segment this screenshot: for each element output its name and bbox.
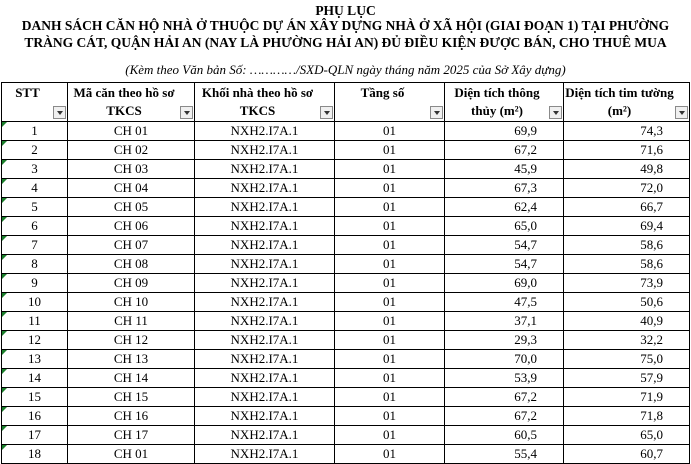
building-block-cell[interactable]: NXH2.I7A.1 xyxy=(195,331,335,350)
table-row xyxy=(2,179,690,198)
apartment-code-cell[interactable]: CH 06 xyxy=(68,217,195,236)
table-row xyxy=(2,350,690,369)
building-block-cell[interactable]: NXH2.I7A.1 xyxy=(195,445,335,464)
table-row xyxy=(2,160,690,179)
wall-center-area-cell[interactable]: 65,0 xyxy=(564,426,690,445)
cell-warning-indicator-icon xyxy=(2,179,7,184)
wall-center-area-cell[interactable]: 50,6 xyxy=(564,293,690,312)
filter-dropdown-icon[interactable] xyxy=(430,106,443,119)
wall-center-area-cell[interactable]: 75,0 xyxy=(564,350,690,369)
clear-area-cell[interactable]: 54,7 xyxy=(445,236,564,255)
table-row xyxy=(2,407,690,426)
wall-center-area-cell[interactable]: 58,6 xyxy=(564,236,690,255)
table-row xyxy=(2,445,690,464)
wall-center-area-cell[interactable]: 49,8 xyxy=(564,160,690,179)
floor-cell[interactable]: 01 xyxy=(335,331,445,350)
cell-warning-indicator-icon xyxy=(2,407,7,412)
wall-center-area-cell[interactable]: 74,3 xyxy=(564,122,690,141)
stt-cell[interactable]: 8 xyxy=(2,255,68,274)
document-subtitle: (Kèm theo Văn bản Số: …………/SXD-QLN ngày tháng năm 2025 của Sở Xây dựng) xyxy=(125,62,566,77)
wall-center-area-cell[interactable]: 69,4 xyxy=(564,217,690,236)
apartment-code-cell[interactable]: CH 07 xyxy=(68,236,195,255)
floor-cell[interactable]: 01 xyxy=(335,217,445,236)
building-block-cell[interactable]: NXH2.I7A.1 xyxy=(195,312,335,331)
stt-cell[interactable]: 15 xyxy=(2,388,68,407)
cell-warning-indicator-icon xyxy=(2,350,7,355)
apartment-code-cell[interactable]: CH 16 xyxy=(68,407,195,426)
clear-area-cell[interactable]: 54,7 xyxy=(445,255,564,274)
clear-area-cell[interactable]: 62,4 xyxy=(445,198,564,217)
stt-cell[interactable]: 17 xyxy=(2,426,68,445)
clear-area-cell[interactable]: 65,0 xyxy=(445,217,564,236)
stt-cell[interactable]: 13 xyxy=(2,350,68,369)
wall-center-area-cell[interactable]: 71,6 xyxy=(564,141,690,160)
apartment-code-cell[interactable]: CH 08 xyxy=(68,255,195,274)
table-row xyxy=(2,141,690,160)
cell-warning-indicator-icon xyxy=(2,426,7,431)
cell-warning-indicator-icon xyxy=(2,369,7,374)
wall-center-area-cell[interactable]: 60,7 xyxy=(564,445,690,464)
filter-dropdown-icon[interactable] xyxy=(549,106,562,119)
building-block-cell[interactable]: NXH2.I7A.1 xyxy=(195,217,335,236)
floor-cell[interactable]: 01 xyxy=(335,445,445,464)
building-block-cell[interactable]: NXH2.I7A.1 xyxy=(195,369,335,388)
table-row xyxy=(2,369,690,388)
apartment-code-cell[interactable]: CH 15 xyxy=(68,388,195,407)
building-block-cell[interactable]: NXH2.I7A.1 xyxy=(195,274,335,293)
table-row xyxy=(2,122,690,141)
stt-cell[interactable]: 14 xyxy=(2,369,68,388)
table-row xyxy=(2,217,690,236)
stt-cell[interactable]: 12 xyxy=(2,331,68,350)
building-block-cell[interactable]: NXH2.I7A.1 xyxy=(195,388,335,407)
stt-cell[interactable]: 1 xyxy=(2,122,68,141)
cell-warning-indicator-icon xyxy=(2,217,7,222)
cell-warning-indicator-icon xyxy=(2,388,7,393)
floor-cell[interactable]: 01 xyxy=(335,350,445,369)
floor-cell[interactable]: 01 xyxy=(335,122,445,141)
column-header-clear-area: Diện tích thông thủy (m²) xyxy=(445,83,564,122)
table-row xyxy=(2,274,690,293)
cell-warning-indicator-icon xyxy=(2,236,7,241)
column-header-stt xyxy=(2,83,68,122)
table-row xyxy=(2,236,690,255)
filter-dropdown-icon[interactable] xyxy=(320,106,333,119)
apartment-code-cell[interactable]: CH 04 xyxy=(68,179,195,198)
floor-cell[interactable]: 01 xyxy=(335,274,445,293)
cell-warning-indicator-icon xyxy=(2,293,7,298)
floor-cell[interactable]: 01 xyxy=(335,293,445,312)
wall-center-area-cell[interactable]: 71,8 xyxy=(564,407,690,426)
wall-center-area-cell[interactable]: 71,9 xyxy=(564,388,690,407)
building-block-cell[interactable]: NXH2.I7A.1 xyxy=(195,350,335,369)
floor-cell[interactable]: 01 xyxy=(335,369,445,388)
cell-warning-indicator-icon xyxy=(2,198,7,203)
apartment-code-cell[interactable]: CH 09 xyxy=(68,274,195,293)
stt-cell[interactable]: 7 xyxy=(2,236,68,255)
clear-area-cell[interactable]: 67,2 xyxy=(445,141,564,160)
filter-dropdown-icon[interactable] xyxy=(675,106,688,119)
wall-center-area-cell[interactable]: 72,0 xyxy=(564,179,690,198)
apartment-code-cell[interactable]: CH 01 xyxy=(68,445,195,464)
clear-area-cell[interactable]: 60,5 xyxy=(445,426,564,445)
cell-warning-indicator-icon xyxy=(2,160,7,165)
building-block-cell[interactable]: NXH2.I7A.1 xyxy=(195,293,335,312)
cell-warning-indicator-icon xyxy=(2,331,7,336)
wall-center-area-cell[interactable]: 58,6 xyxy=(564,255,690,274)
cell-warning-indicator-icon xyxy=(2,122,7,127)
stt-cell[interactable]: 4 xyxy=(2,179,68,198)
appendix-title: PHỤ LỤC xyxy=(315,3,376,18)
stt-cell[interactable]: 5 xyxy=(2,198,68,217)
cell-warning-indicator-icon xyxy=(2,141,7,146)
cell-warning-indicator-icon xyxy=(2,274,7,279)
table-row xyxy=(2,255,690,274)
table-header-row xyxy=(2,83,690,122)
table-row xyxy=(2,426,690,445)
apartment-code-cell[interactable]: CH 10 xyxy=(68,293,195,312)
floor-cell[interactable]: 01 xyxy=(335,312,445,331)
apartment-code-cell[interactable]: CH 17 xyxy=(68,426,195,445)
clear-area-cell[interactable]: 67,3 xyxy=(445,179,564,198)
wall-center-area-cell[interactable]: 57,9 xyxy=(564,369,690,388)
clear-area-cell[interactable]: 47,5 xyxy=(445,293,564,312)
stt-cell[interactable]: 16 xyxy=(2,407,68,426)
floor-cell[interactable]: 01 xyxy=(335,198,445,217)
building-block-cell[interactable]: NXH2.I7A.1 xyxy=(195,236,335,255)
building-block-cell[interactable]: NXH2.I7A.1 xyxy=(195,179,335,198)
table-row xyxy=(2,388,690,407)
floor-cell[interactable]: 01 xyxy=(335,407,445,426)
clear-area-cell[interactable]: 69,9 xyxy=(445,122,564,141)
clear-area-cell[interactable]: 70,0 xyxy=(445,350,564,369)
column-header-floor: Tầng số xyxy=(335,83,445,122)
floor-cell[interactable]: 01 xyxy=(335,426,445,445)
column-header-stt-label: STT xyxy=(15,85,40,100)
floor-cell[interactable]: 01 xyxy=(335,179,445,198)
cell-warning-indicator-icon xyxy=(2,445,7,450)
floor-cell[interactable]: 01 xyxy=(335,236,445,255)
apartment-code-cell[interactable]: CH 13 xyxy=(68,350,195,369)
clear-area-cell[interactable]: 55,4 xyxy=(445,445,564,464)
column-header-building-block: Khối nhà theo hồ sơ TKCS xyxy=(195,83,335,122)
stt-cell[interactable]: 6 xyxy=(2,217,68,236)
wall-center-area-cell[interactable]: 73,9 xyxy=(564,274,690,293)
filter-dropdown-icon[interactable] xyxy=(53,106,66,119)
stt-cell[interactable]: 3 xyxy=(2,160,68,179)
wall-center-area-cell[interactable]: 66,7 xyxy=(564,198,690,217)
apartment-table xyxy=(1,82,690,464)
stt-cell[interactable]: 10 xyxy=(2,293,68,312)
table-row xyxy=(2,293,690,312)
wall-center-area-cell[interactable]: 32,2 xyxy=(564,331,690,350)
clear-area-cell[interactable]: 37,1 xyxy=(445,312,564,331)
clear-area-cell[interactable]: 53,9 xyxy=(445,369,564,388)
floor-cell[interactable]: 01 xyxy=(335,255,445,274)
apartment-code-cell[interactable]: CH 12 xyxy=(68,331,195,350)
apartment-code-cell[interactable]: CH 03 xyxy=(68,160,195,179)
building-block-cell[interactable]: NXH2.I7A.1 xyxy=(195,160,335,179)
building-block-cell[interactable]: NXH2.I7A.1 xyxy=(195,198,335,217)
floor-cell[interactable]: 01 xyxy=(335,388,445,407)
table-row xyxy=(2,198,690,217)
building-block-cell[interactable]: NXH2.I7A.1 xyxy=(195,426,335,445)
stt-cell[interactable]: 11 xyxy=(2,312,68,331)
floor-cell[interactable]: 01 xyxy=(335,141,445,160)
apartment-code-cell[interactable]: CH 05 xyxy=(68,198,195,217)
apartment-code-cell[interactable]: CH 02 xyxy=(68,141,195,160)
filter-dropdown-icon[interactable] xyxy=(180,106,193,119)
building-block-cell[interactable]: NXH2.I7A.1 xyxy=(195,407,335,426)
building-block-cell[interactable]: NXH2.I7A.1 xyxy=(195,255,335,274)
apartment-code-cell[interactable]: CH 11 xyxy=(68,312,195,331)
stt-cell[interactable]: 2 xyxy=(2,141,68,160)
table-row xyxy=(2,331,690,350)
building-block-cell[interactable]: NXH2.I7A.1 xyxy=(195,122,335,141)
clear-area-cell[interactable]: 67,2 xyxy=(445,388,564,407)
column-header-wall-center-area: Diện tích tim tường (m²) xyxy=(564,83,690,122)
apartment-code-cell[interactable]: CH 14 xyxy=(68,369,195,388)
document-heading-line-2: TRÀNG CÁT, QUẬN HẢI AN (NAY LÀ PHƯỜNG HẢI AN) ĐỦ ĐIỀU KIỆN ĐƯỢC BÁN, CHO THUÊ MUA xyxy=(24,35,667,50)
clear-area-cell[interactable]: 29,3 xyxy=(445,331,564,350)
wall-center-area-cell[interactable]: 40,9 xyxy=(564,312,690,331)
column-header-apartment-code: Mã căn theo hồ sơ TKCS xyxy=(68,83,195,122)
clear-area-cell[interactable]: 69,0 xyxy=(445,274,564,293)
clear-area-cell[interactable]: 67,2 xyxy=(445,407,564,426)
stt-cell[interactable]: 18 xyxy=(2,445,68,464)
apartment-code-cell[interactable]: CH 01 xyxy=(68,122,195,141)
stt-cell[interactable]: 9 xyxy=(2,274,68,293)
cell-warning-indicator-icon xyxy=(2,255,7,260)
clear-area-cell[interactable]: 45,9 xyxy=(445,160,564,179)
building-block-cell[interactable]: NXH2.I7A.1 xyxy=(195,141,335,160)
table-row xyxy=(2,312,690,331)
document-heading-line-1: DANH SÁCH CĂN HỘ NHÀ Ở THUỘC DỰ ÁN XÂY DỰNG NHÀ Ở XÃ HỘI (GIAI ĐOẠN 1) TẠI PHƯỜNG xyxy=(21,18,670,33)
floor-cell[interactable]: 01 xyxy=(335,160,445,179)
cell-warning-indicator-icon xyxy=(2,312,7,317)
